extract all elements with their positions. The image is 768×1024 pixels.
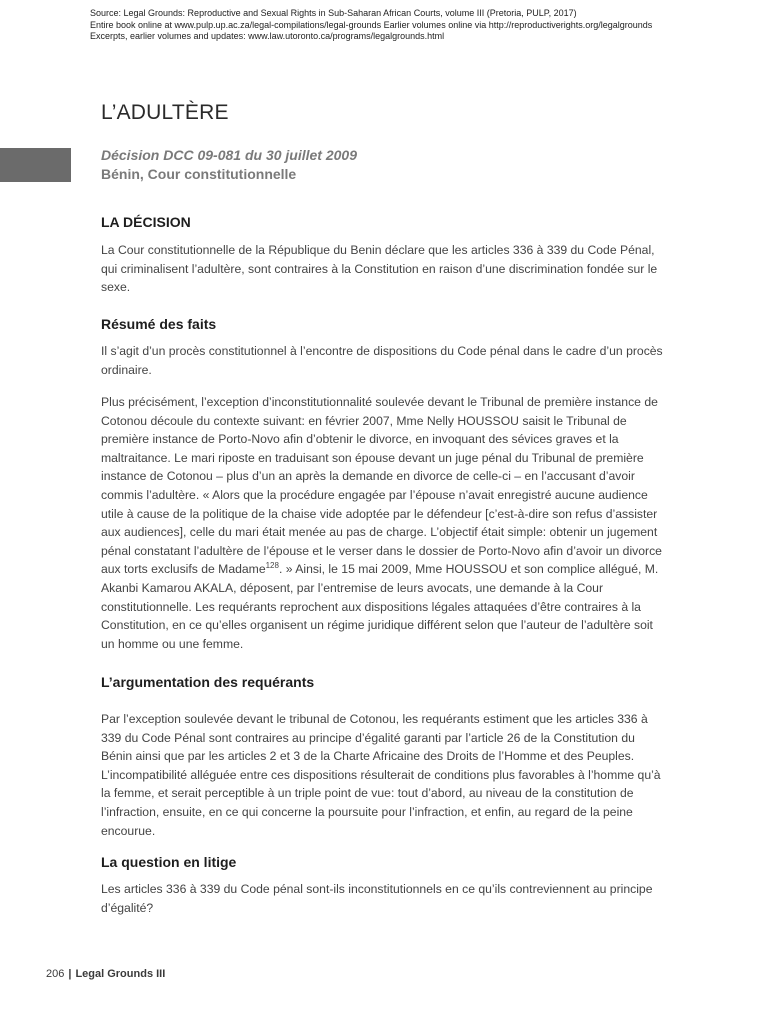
- paragraph-facts-2: [101, 393, 666, 653]
- page-number: 206: [46, 968, 65, 980]
- source-citation: [90, 8, 760, 43]
- heading-decision: LA DÉCISION: [101, 214, 191, 230]
- paragraph-facts-1: Il s’agit d’un procès constitutionnel à l’encontre de dispositions du Code pénal dans le cadre d’un procès ordinaire.: [101, 344, 663, 377]
- court-name: Bénin, Cour constitutionnelle: [101, 166, 297, 182]
- chapter-title: L’ADULTÈRE: [101, 101, 229, 124]
- paragraph-arguments: Par l’exception soulevée devant le tribunal de Cotonou, les requérants estiment que les articles 336 à 339 du Code Pénal sont contraires au principe d’égalité garanti par l’article 26 de la Constitution du Bénin ainsi que par les articles 2 et 3 de la Charte Africaine des Droits de l’Homme et des Peuples. L’incompatibilité alléguée entre ces dispositions résulterait de conditions plus favorables à l’homme qu’à la femme, et serait perceptible à un triple point de vue: tout d’abord, au niveau de la constitution de l’infraction, ensuite, en ce qui concerne la poursuite pour l’infraction, et enfin, au regard de la peine encourue.: [101, 712, 661, 838]
- chapter-side-tab: [0, 148, 71, 182]
- heading-question: La question en litige: [101, 854, 237, 870]
- source-line-2: Entire book online at www.pulp.up.ac.za/legal-compilations/legal-grounds Earlier volumes online via http://reproductiverights.org/legalgrounds: [90, 19, 653, 30]
- decision-reference: Décision DCC 09-081 du 30 juillet 2009: [101, 147, 357, 163]
- facts-text-part-1: Plus précisément, l’exception d’inconstitutionnalité soulevée devant le Tribunal de première instance de Cotonou découle du contexte suivant: en février 2007, Mme Nelly HOUSSOU saisit le Tribunal de première instance de Porto-Novo afin d’obtenir le divorce, en invoquant des sévices graves et la maltraitance. Le mari riposte en traduisant son épouse devant un juge pénal du Tribunal de première instance de Cotonou – plus d’un an après la demande en divorce de celle-ci – en l’accusant d’avoir commis l’adultère. « Alors que la procédure engagée par l’épouse n’avait enregistré aucune audience utile à cause de la politique de la chaise vide adoptée par le défendeur [c’est-à-dire son refus d’assister aux audiences], celle du mari était menée au pas de charge. L’objectif était simple: obtenir un jugement pénal constatant l’adultère de l’épouse et le verser dans le dossier de Porto-Novo afin d’avoir un divorce aux torts exclusifs de Madame: [101, 395, 662, 577]
- page-footer: [46, 968, 165, 980]
- book-title: Legal Grounds III: [75, 968, 166, 980]
- source-line-3: Excerpts, earlier volumes and updates: www.law.utoronto.ca/programs/legalgrounds.html: [90, 31, 445, 41]
- source-line-1: Source: Legal Grounds: Reproductive and Sexual Rights in Sub-Saharan African Courts, volume III (Pretoria, PULP, 2017): [90, 8, 577, 18]
- footer-separator: |: [68, 968, 72, 980]
- paragraph-decision: La Cour constitutionnelle de la République du Benin déclare que les articles 336 à 339 du Code Pénal, qui criminalisent l’adultère, sont contraires à la Constitution en raison d’une discrimination fondée sur le sexe.: [101, 243, 658, 295]
- heading-arguments: L’argumentation des requérants: [101, 674, 315, 690]
- facts-text-part-2: . » Ainsi, le 15 mai 2009, Mme HOUSSOU et son complice allégué, M. Akanbi Kamarou AKALA, déposent, par l’entremise de leurs avocats, une demande à la Cour constitutionnelle. Les requérants reprochent aux dispositions légales attaquées d’être contraires à la Constitution, en ce qu’elles organisent un régime juridique différent selon que l’auteur de l’adultère soit un homme ou une femme.: [101, 562, 659, 651]
- footnote-reference: 128: [265, 561, 279, 571]
- heading-facts: Résumé des faits: [101, 316, 217, 332]
- paragraph-question: Les articles 336 à 339 du Code pénal sont-ils inconstitutionnels en ce qu’ils contreviennent au principe d’égalité?: [101, 882, 653, 915]
